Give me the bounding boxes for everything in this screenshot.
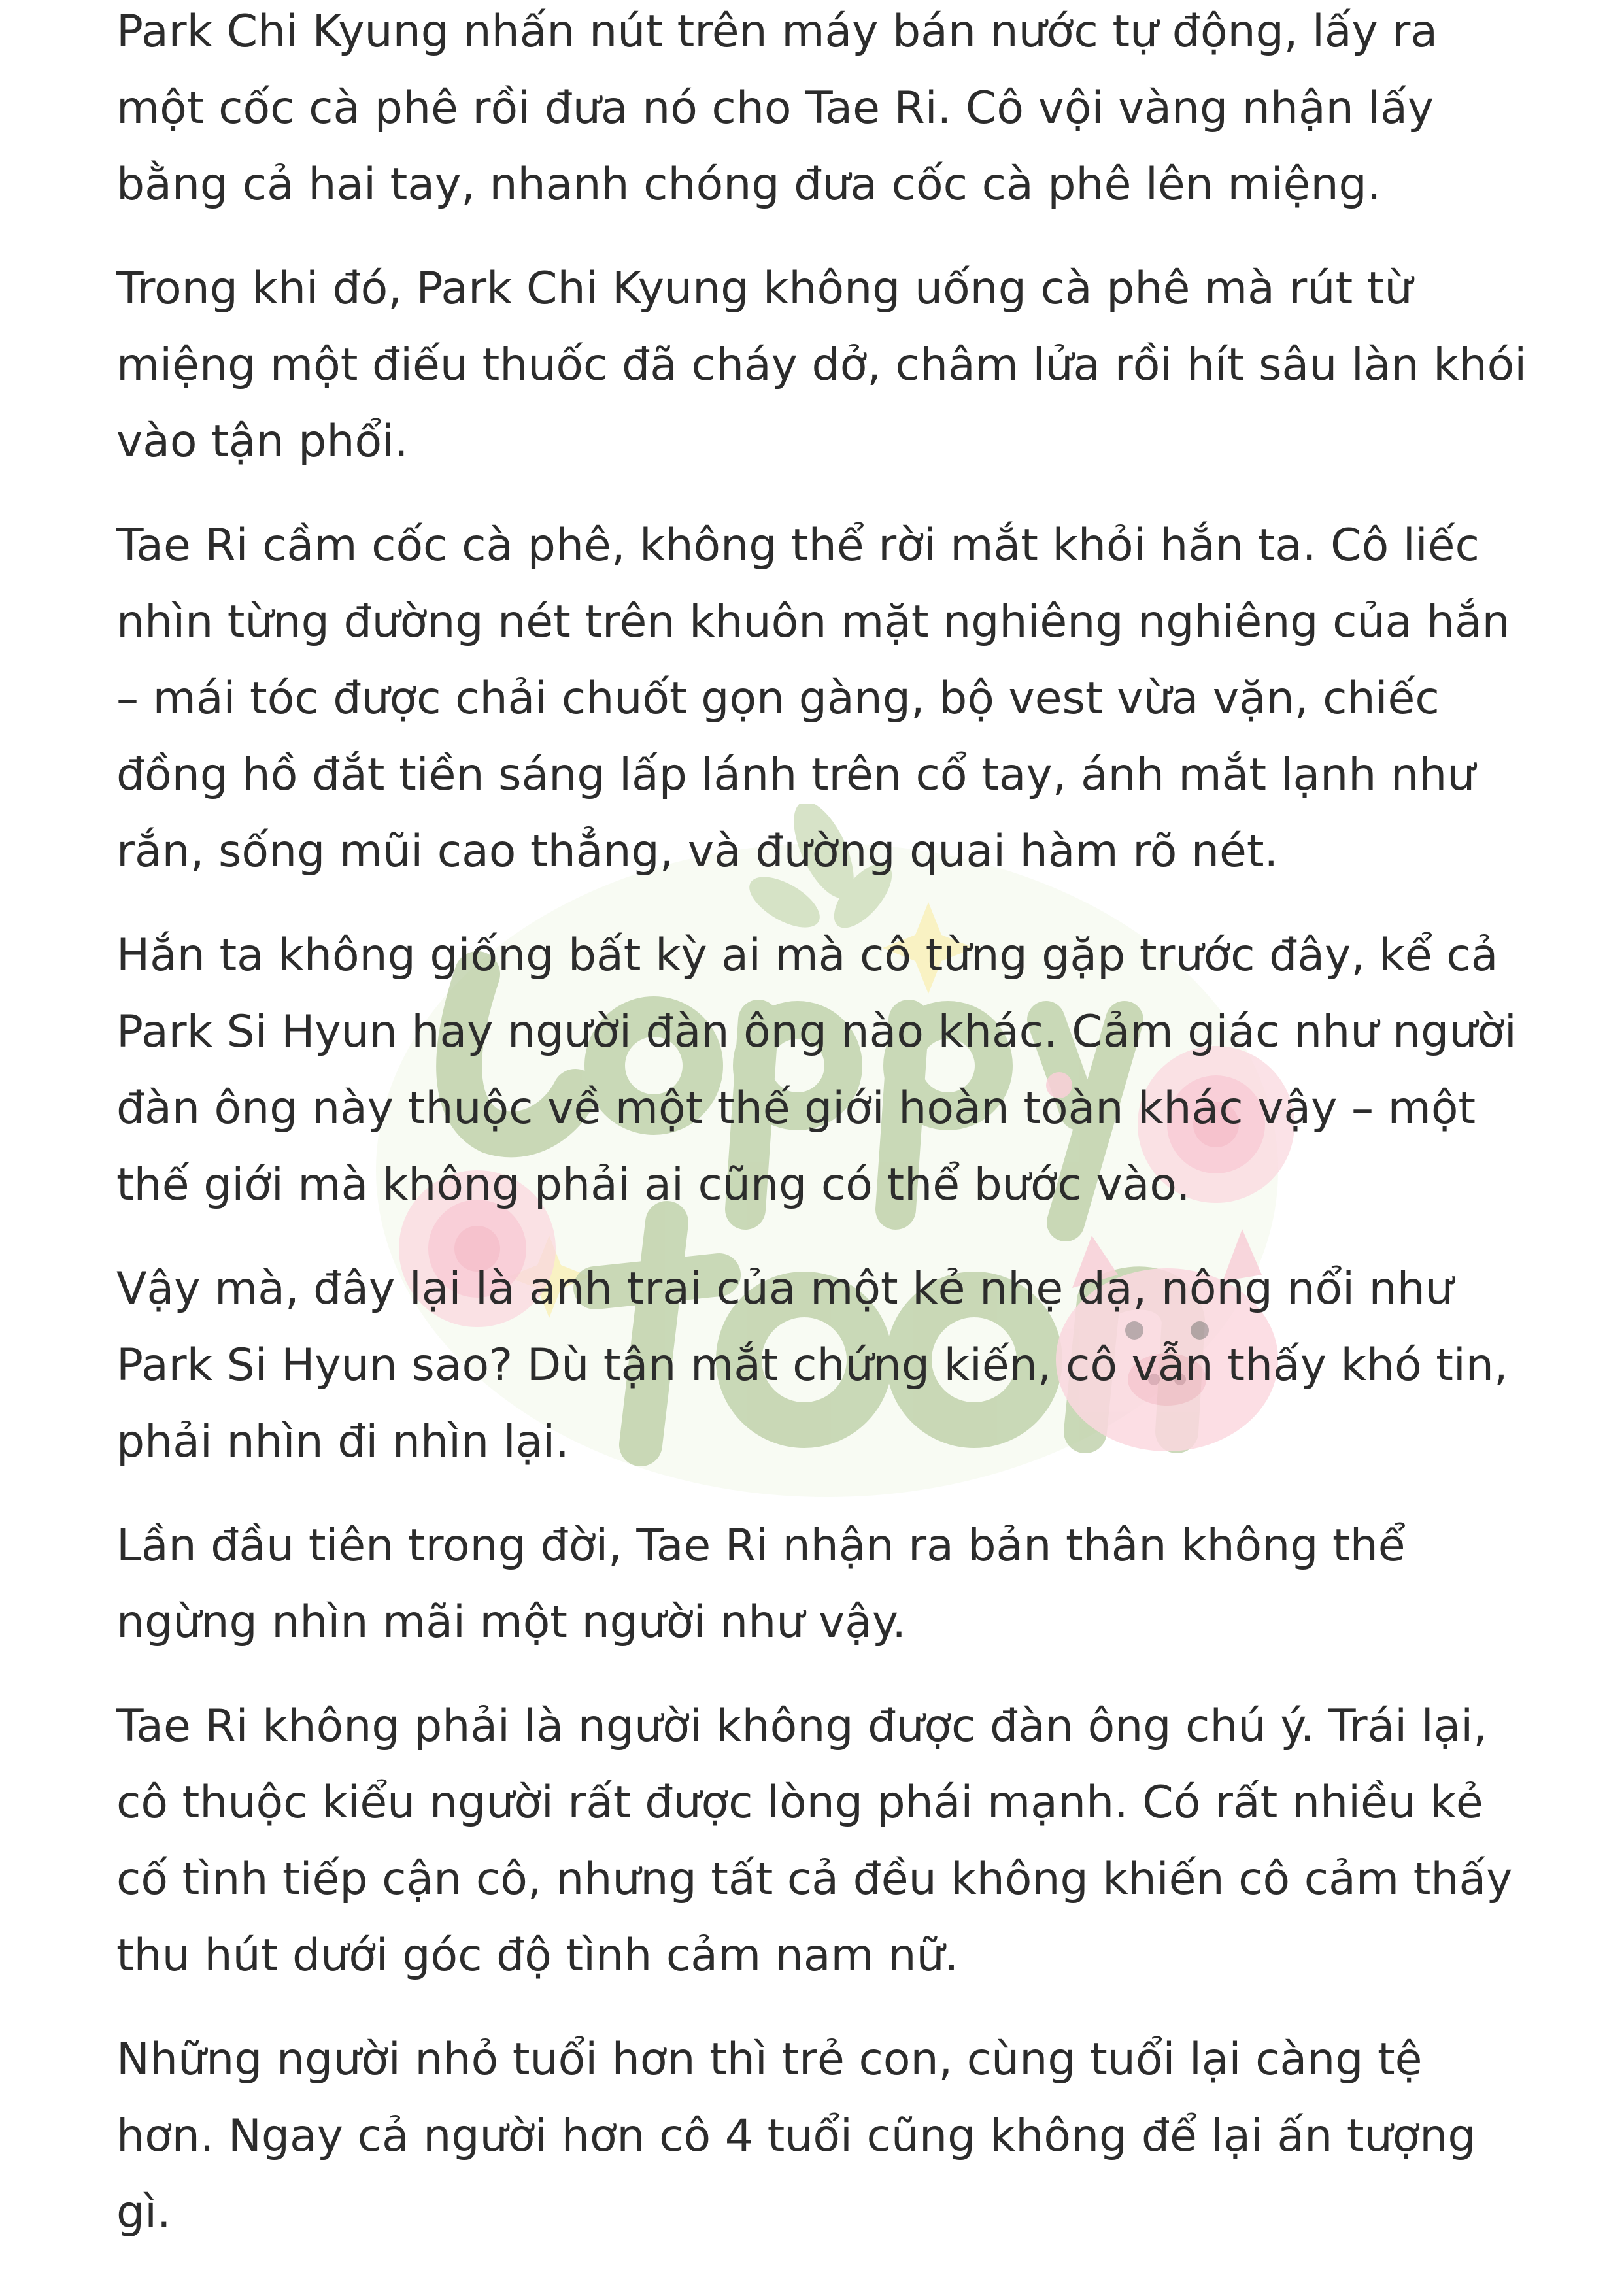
paragraph-3: Tae Ri cầm cốc cà phê, không thể rời mắt khỏi hắn ta. Cô liếc nhìn từng đường nét trên khuôn mặt nghiêng nghiêng của hắn – mái tóc được chải chuốt gọn gàng, bộ vest vừa vặn, chiếc đồng hồ đắt tiền sáng lấp lánh trên cổ tay, ánh mắt lạnh như rắn, sống mũi cao thẳng, và đường quai hàm rõ nét. bbox=[116, 520, 1510, 877]
paragraph-4: Hắn ta không giống bất kỳ ai mà cô từng gặp trước đây, kể cả Park Si Hyun hay người đàn ông nào khác. Cảm giác như người đàn ông này thuộc về một thế giới hoàn toàn khác vậy – một thế giới mà không phải ai cũng có thể bước vào. bbox=[116, 930, 1517, 1211]
paragraph-5: Vậy mà, đây lại là anh trai của một kẻ nhẹ dạ, nông nổi như Park Si Hyun sao? Dù tận mắt chứng kiến, cô vẫn thấy khó tin, phải nhìn đi nhìn lại. bbox=[116, 1263, 1508, 1468]
story-text bbox=[116, 0, 1529, 2278]
paragraph-1: Park Chi Kyung nhấn nút trên máy bán nước tự động, lấy ra một cốc cà phê rồi đưa nó cho Tae Ri. Cô vội vàng nhận lấy bằng cả hai tay, nhanh chóng đưa cốc cà phê lên miệng. bbox=[116, 6, 1438, 211]
paragraph-7: Tae Ri không phải là người không được đàn ông chú ý. Trái lại, cô thuộc kiểu người rất được lòng phái mạnh. Có rất nhiều kẻ cố tình tiếp cận cô, nhưng tất cả đều không khiến cô cảm thấy thu hút dưới góc độ tình cảm nam nữ. bbox=[116, 1700, 1513, 1982]
paragraph-6: Lần đầu tiên trong đời, Tae Ri nhận ra bản thân không thể ngừng nhìn mãi một người như vậy. bbox=[116, 1520, 1406, 1648]
paragraph-8: Những người nhỏ tuổi hơn thì trẻ con, cùng tuổi lại càng tệ hơn. Ngay cả người hơn cô 4 tuổi cũng không để lại ấn tượng gì. bbox=[116, 2034, 1476, 2238]
paragraph-2: Trong khi đó, Park Chi Kyung không uống cà phê mà rút từ miệng một điếu thuốc đã cháy dở, châm lửa rồi hít sâu làn khói vào tận phổi. bbox=[116, 263, 1527, 467]
